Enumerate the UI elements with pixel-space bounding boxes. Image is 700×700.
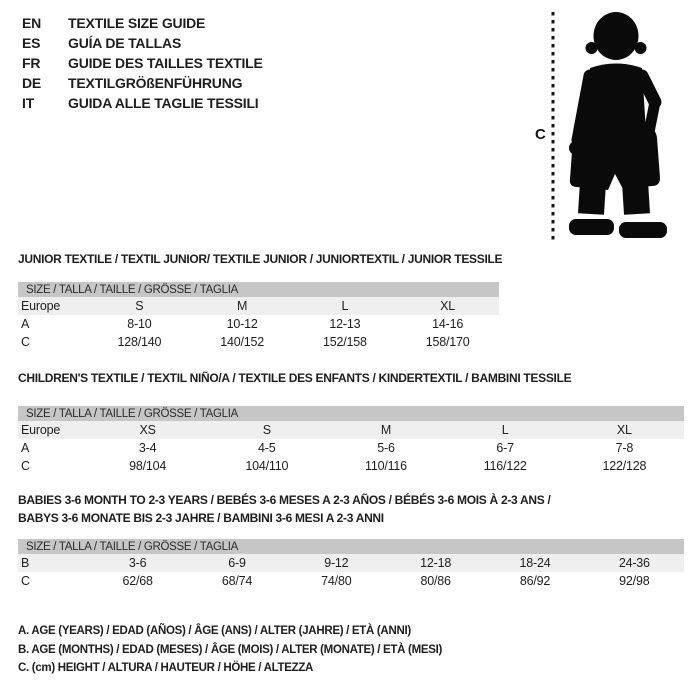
table-cell: S: [207, 421, 326, 439]
table-cell: 152/158: [322, 335, 367, 349]
table-cell: 110/116: [365, 459, 407, 473]
table-cell: XL: [565, 421, 684, 439]
table-caption: SIZE / TALLA / TAILLE / GRÖSSE / TAGLIA: [18, 539, 684, 554]
table-cell: 104/110: [245, 459, 289, 473]
table-row: [18, 554, 684, 572]
language-title: TEXTILE SIZE GUIDE: [68, 15, 206, 31]
legend-notes: [18, 622, 442, 678]
language-code: FR: [22, 55, 41, 71]
table-row: [18, 421, 684, 439]
table-row: [18, 457, 684, 475]
table-cell: 128/140: [117, 335, 162, 349]
table-cell: M: [191, 297, 294, 315]
toddler-figure: [518, 2, 700, 248]
row-label: C: [21, 459, 30, 473]
table-cell: 10-12: [226, 317, 258, 331]
language-code: ES: [22, 35, 41, 51]
language-row: [22, 13, 263, 33]
table-cell: 122/128: [602, 459, 647, 473]
table-cell: L: [446, 421, 565, 439]
figure-measure-label: C: [535, 126, 546, 143]
children-size-table: [18, 406, 684, 475]
table-cell: 6-9: [187, 554, 286, 572]
note-height-cm: C. (cm) HEIGHT / ALTURA / HAUTEUR / HÖHE / ALTEZZA: [18, 662, 314, 674]
row-label: A: [21, 441, 30, 455]
row-label: C: [21, 335, 30, 349]
table-cell: 86/92: [519, 574, 551, 588]
table-cell: 62/68: [122, 574, 153, 588]
language-row: [22, 33, 263, 53]
table-cell: 3-6: [88, 554, 187, 572]
table-cell: 4-5: [258, 441, 276, 455]
table-row: [18, 572, 684, 590]
table-caption: SIZE / TALLA / TAILLE / GRÖSSE / TAGLIA: [18, 282, 499, 297]
table-cell: XL: [396, 297, 499, 315]
section-heading-babies-line1: BABIES 3-6 MONTH TO 2-3 YEARS / BEBÉS 3-6 MESES A 2-3 AÑOS / BÉBÉS 3-6 MOIS À 2-3 ANS /: [18, 493, 551, 507]
table-row: [18, 297, 499, 315]
table-cell: 68/74: [221, 574, 253, 588]
row-label: Europe: [18, 297, 88, 315]
table-cell: 24-36: [585, 554, 684, 572]
language-title: TEXTILGRÖßENFÜHRUNG: [68, 75, 243, 91]
table-cell: 9-12: [287, 554, 386, 572]
toddler-silhouette-icon: [569, 12, 667, 238]
section-heading-babies-line2: BABYS 3-6 MONATE BIS 2-3 JAHRE / BAMBINI 3-6 MESI A 2-3 ANNI: [18, 511, 384, 525]
table-cell: S: [88, 297, 191, 315]
row-label: C: [21, 574, 30, 588]
language-code: IT: [22, 95, 35, 111]
junior-size-table: [18, 282, 499, 351]
table-cell: 12-13: [329, 317, 361, 331]
language-row: [22, 93, 263, 113]
table-cell: 8-10: [127, 317, 152, 331]
table-cell: 3-4: [138, 441, 157, 455]
table-cell: 5-6: [377, 441, 395, 455]
table-cell: 18-24: [485, 554, 584, 572]
table-cell: 98/104: [129, 459, 167, 473]
table-cell: XS: [88, 421, 207, 439]
table-cell: M: [326, 421, 445, 439]
row-label: A: [21, 317, 30, 331]
table-cell: 14-16: [432, 317, 464, 331]
language-row: [22, 73, 263, 93]
table-cell: 6-7: [496, 441, 514, 455]
table-row: [18, 333, 499, 351]
table-cell: 7-8: [615, 441, 634, 455]
table-cell: 92/98: [619, 574, 650, 588]
row-label: Europe: [18, 421, 88, 439]
table-cell: 140/152: [220, 335, 265, 349]
table-row: [18, 439, 684, 457]
language-code: EN: [22, 15, 42, 31]
language-row: [22, 53, 263, 73]
language-title: GUIDE DES TAILLES TEXTILE: [68, 55, 263, 71]
table-caption-row: [18, 282, 499, 297]
table-caption-row: [18, 406, 684, 421]
note-age-years: A. AGE (YEARS) / EDAD (AÑOS) / ÂGE (ANS) / ALTER (JAHRE) / ETÀ (ANNI): [18, 625, 411, 637]
babies-size-table: [18, 539, 684, 590]
language-title: GUIDA ALLE TAGLIE TESSILI: [68, 95, 259, 111]
section-heading-children: CHILDREN'S TEXTILE / TEXTIL NIÑO/A / TEXTILE DES ENFANTS / KINDERTEXTIL / BAMBINI TESSILE: [18, 371, 572, 385]
language-code: DE: [22, 75, 42, 91]
table-row: [18, 315, 499, 333]
language-title: GUÍA DE TALLAS: [68, 35, 182, 51]
table-cell: L: [294, 297, 397, 315]
table-cell: 12-18: [386, 554, 485, 572]
note-age-months: B. AGE (MONTHS) / EDAD (MESES) / ÂGE (MOIS) / ALTER (MONATE) / ETÀ (MESI): [18, 643, 443, 656]
table-cell: 158/170: [425, 335, 470, 349]
section-heading-junior: JUNIOR TEXTILE / TEXTIL JUNIOR/ TEXTILE JUNIOR / JUNIORTEXTIL / JUNIOR TESSILE: [18, 252, 503, 266]
table-cell: 116/122: [483, 459, 527, 473]
table-caption: SIZE / TALLA / TAILLE / GRÖSSE / TAGLIA: [18, 406, 684, 421]
language-title-block: [22, 13, 263, 113]
table-cell: 74/80: [321, 574, 352, 588]
table-caption-row: [18, 539, 684, 554]
table-cell: 80/86: [420, 574, 451, 588]
row-label: B: [18, 554, 88, 572]
